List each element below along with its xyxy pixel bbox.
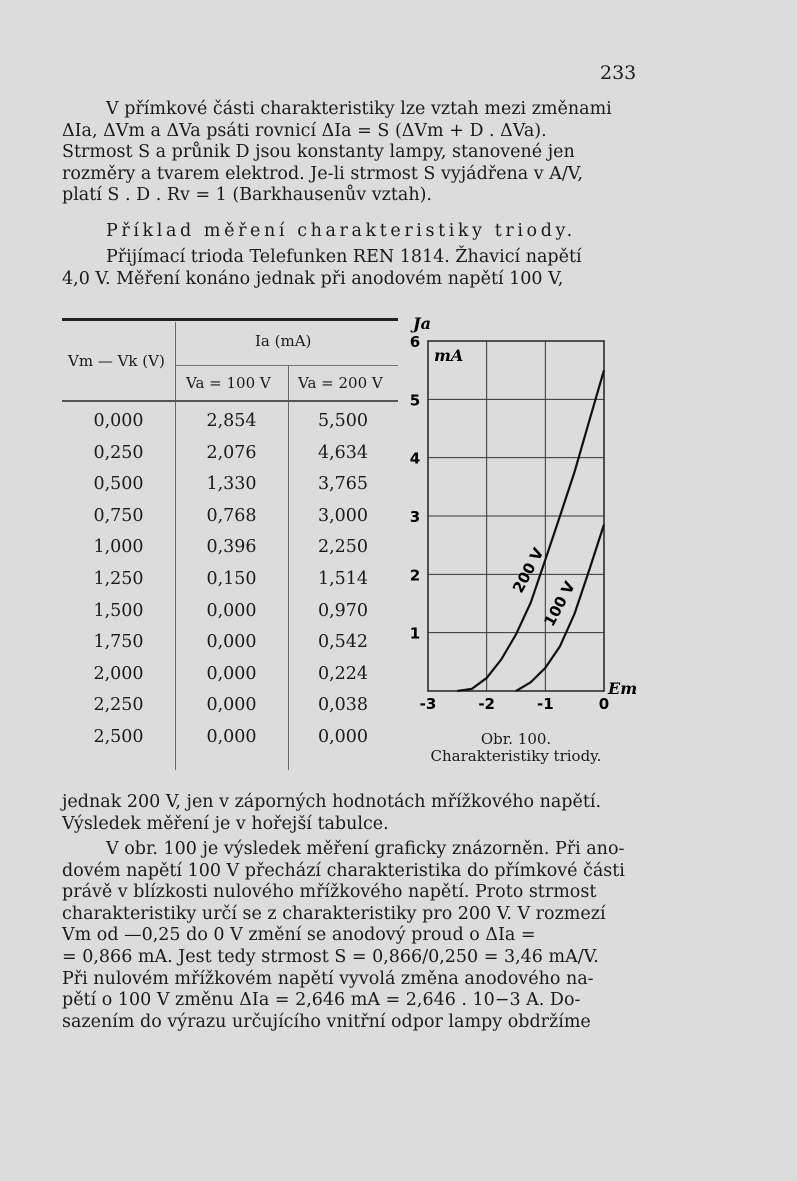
table-row	[62, 537, 398, 568]
table-cell: 0,500	[93, 474, 144, 495]
series-label: 100 V	[540, 578, 579, 630]
y-tick-label: 4	[409, 449, 421, 468]
y-tick-label: 1	[409, 624, 421, 643]
y-tick-label: 5	[409, 391, 421, 410]
table-row	[62, 411, 398, 442]
table-cell: 0,750	[93, 505, 144, 526]
x-tick-label: -3	[419, 695, 437, 713]
intro-paragraph	[62, 247, 640, 290]
table-cell: 2,500	[93, 727, 144, 747]
table-row	[62, 695, 398, 726]
table-cell: 1,250	[93, 569, 144, 589]
text-line: charakteristiky určí se z charakteristiky pro 200 V. V rozmezí	[62, 903, 606, 924]
table-cell: 0,542	[317, 632, 369, 653]
x-tick-label: -1	[536, 695, 554, 713]
table-row	[62, 443, 398, 474]
y-axis-label: Ja	[413, 314, 431, 333]
table-row	[62, 632, 398, 663]
text-line: platí S . D . Rv = 1 (Barkhausenův vztah).	[62, 185, 432, 206]
text-line: Při nulovém mřížkovém napětí vyvolá změna anodového na-	[62, 968, 594, 989]
text-line: rozměry a tvarem elektrod. Je-li strmost S vyjádřena v A/V,	[62, 163, 583, 184]
table-cell: 4,634	[317, 442, 369, 463]
table-group-header: Ia (mA)	[255, 332, 312, 350]
x-tick-label: 0	[598, 695, 610, 713]
text-line: právě v blízkosti nulového mřížkového napětí. Proto strmost	[62, 882, 597, 903]
text-line: ΔIa, ΔVm a ΔVa psáti rovnicí ΔIa = S (ΔVm + D . ΔVa).	[62, 120, 547, 141]
text-line: 4,0 V. Měření konáno jednak při anodovém napětí 100 V,	[62, 268, 564, 289]
text-line: = 0,866 mA. Jest tedy strmost S = 0,866/0,250 = 3,46 mA/V.	[62, 946, 599, 967]
series-line	[457, 370, 604, 691]
figure-title: Charakteristiky triody.	[430, 747, 602, 765]
page-number: 233	[600, 62, 637, 84]
text-line: dovém napětí 100 V přechází charakteristika do přímkové části	[62, 860, 625, 881]
top-paragraph	[62, 99, 640, 207]
table-cell: 2,854	[206, 411, 257, 431]
table-cell: 0,000	[206, 663, 257, 684]
text-line: pětí o 100 V změnu ΔIa = 2,646 mA = 2,646 . 10−3 A. Do-	[62, 990, 581, 1011]
table-row	[62, 601, 398, 632]
table-cell: 1,330	[206, 474, 257, 495]
text-line: V přímkové části charakteristiky lze vztah mezi změnami	[106, 99, 612, 119]
table-cell: 0,000	[317, 727, 369, 747]
table-cell: 0,000	[206, 727, 257, 747]
y-tick-label: 2	[409, 566, 421, 585]
text-line: jednak 200 V, jen v záporných hodnotách mřížkového napětí.	[62, 792, 602, 812]
table-cell: 0,970	[317, 600, 369, 621]
x-axis-label: Em	[608, 679, 638, 698]
table-cell: 1,514	[317, 569, 369, 589]
figure-label: Obr. 100.	[480, 730, 552, 748]
table-cell: 2,000	[93, 663, 144, 684]
table-cell: 0,000	[206, 600, 257, 621]
table-cell: 2,250	[317, 537, 369, 558]
table-cell: 1,750	[93, 632, 144, 653]
bottom-paragraph-2	[62, 839, 640, 1033]
text-line: V obr. 100 je výsledek měření graficky znázorněn. Při ano-	[106, 839, 625, 859]
bottom-paragraph-1	[62, 792, 640, 835]
table-cell: 0,396	[206, 537, 257, 558]
text-line: sazením do výrazu určujícího vnitřní odpor lampy obdržíme	[62, 1011, 591, 1032]
x-tick-label: -2	[478, 695, 496, 713]
table-top-rule	[62, 318, 398, 321]
table-cell: 0,250	[93, 442, 144, 463]
y-tick-label: 6	[409, 333, 421, 351]
text-line: Výsledek měření je v hořejší tabulce.	[62, 813, 389, 834]
unit-label: mA	[434, 346, 464, 365]
text-line: Strmost S a průnik D jsou konstanty lampy, stanovené jen	[62, 142, 575, 163]
table-group-rule	[176, 365, 398, 366]
table-cell: 0,150	[206, 569, 257, 589]
table-col1-header: Vm — Vk (V)	[68, 352, 165, 370]
table-row	[62, 474, 398, 505]
text-line: Přijímací trioda Telefunken REN 1814. Žhavicí napětí	[106, 247, 582, 267]
table-col2-header: Va = 100 V	[186, 374, 271, 392]
table-cell: 0,224	[317, 663, 369, 684]
table-row	[62, 569, 398, 600]
table-cell: 0,768	[206, 505, 257, 526]
table-cell: 1,500	[93, 600, 144, 621]
table-cell: 0,000	[93, 411, 144, 431]
series-label: 200 V	[509, 544, 548, 596]
table-cell: 3,000	[317, 505, 369, 526]
triode-characteristics-chart	[406, 308, 646, 728]
table-cell: 0,038	[317, 695, 369, 716]
table-row	[62, 664, 398, 695]
example-heading: Příklad měření charakteristiky triody.	[106, 221, 576, 241]
table-cell: 5,500	[317, 411, 369, 431]
table-cell: 1,000	[93, 537, 144, 558]
table-col3-header: Va = 200 V	[298, 374, 383, 392]
table-row	[62, 727, 398, 758]
table-cell: 0,000	[206, 632, 257, 653]
table-cell: 3,765	[317, 474, 369, 495]
table-header-rule	[62, 400, 398, 402]
table-cell: 2,076	[206, 442, 257, 463]
text-line: Vm od —0,25 do 0 V změní se anodový proud o ΔIa =	[62, 925, 536, 946]
y-tick-label: 3	[409, 508, 421, 526]
table-row	[62, 506, 398, 537]
table-cell: 2,250	[93, 695, 144, 716]
table-cell: 0,000	[206, 695, 257, 716]
